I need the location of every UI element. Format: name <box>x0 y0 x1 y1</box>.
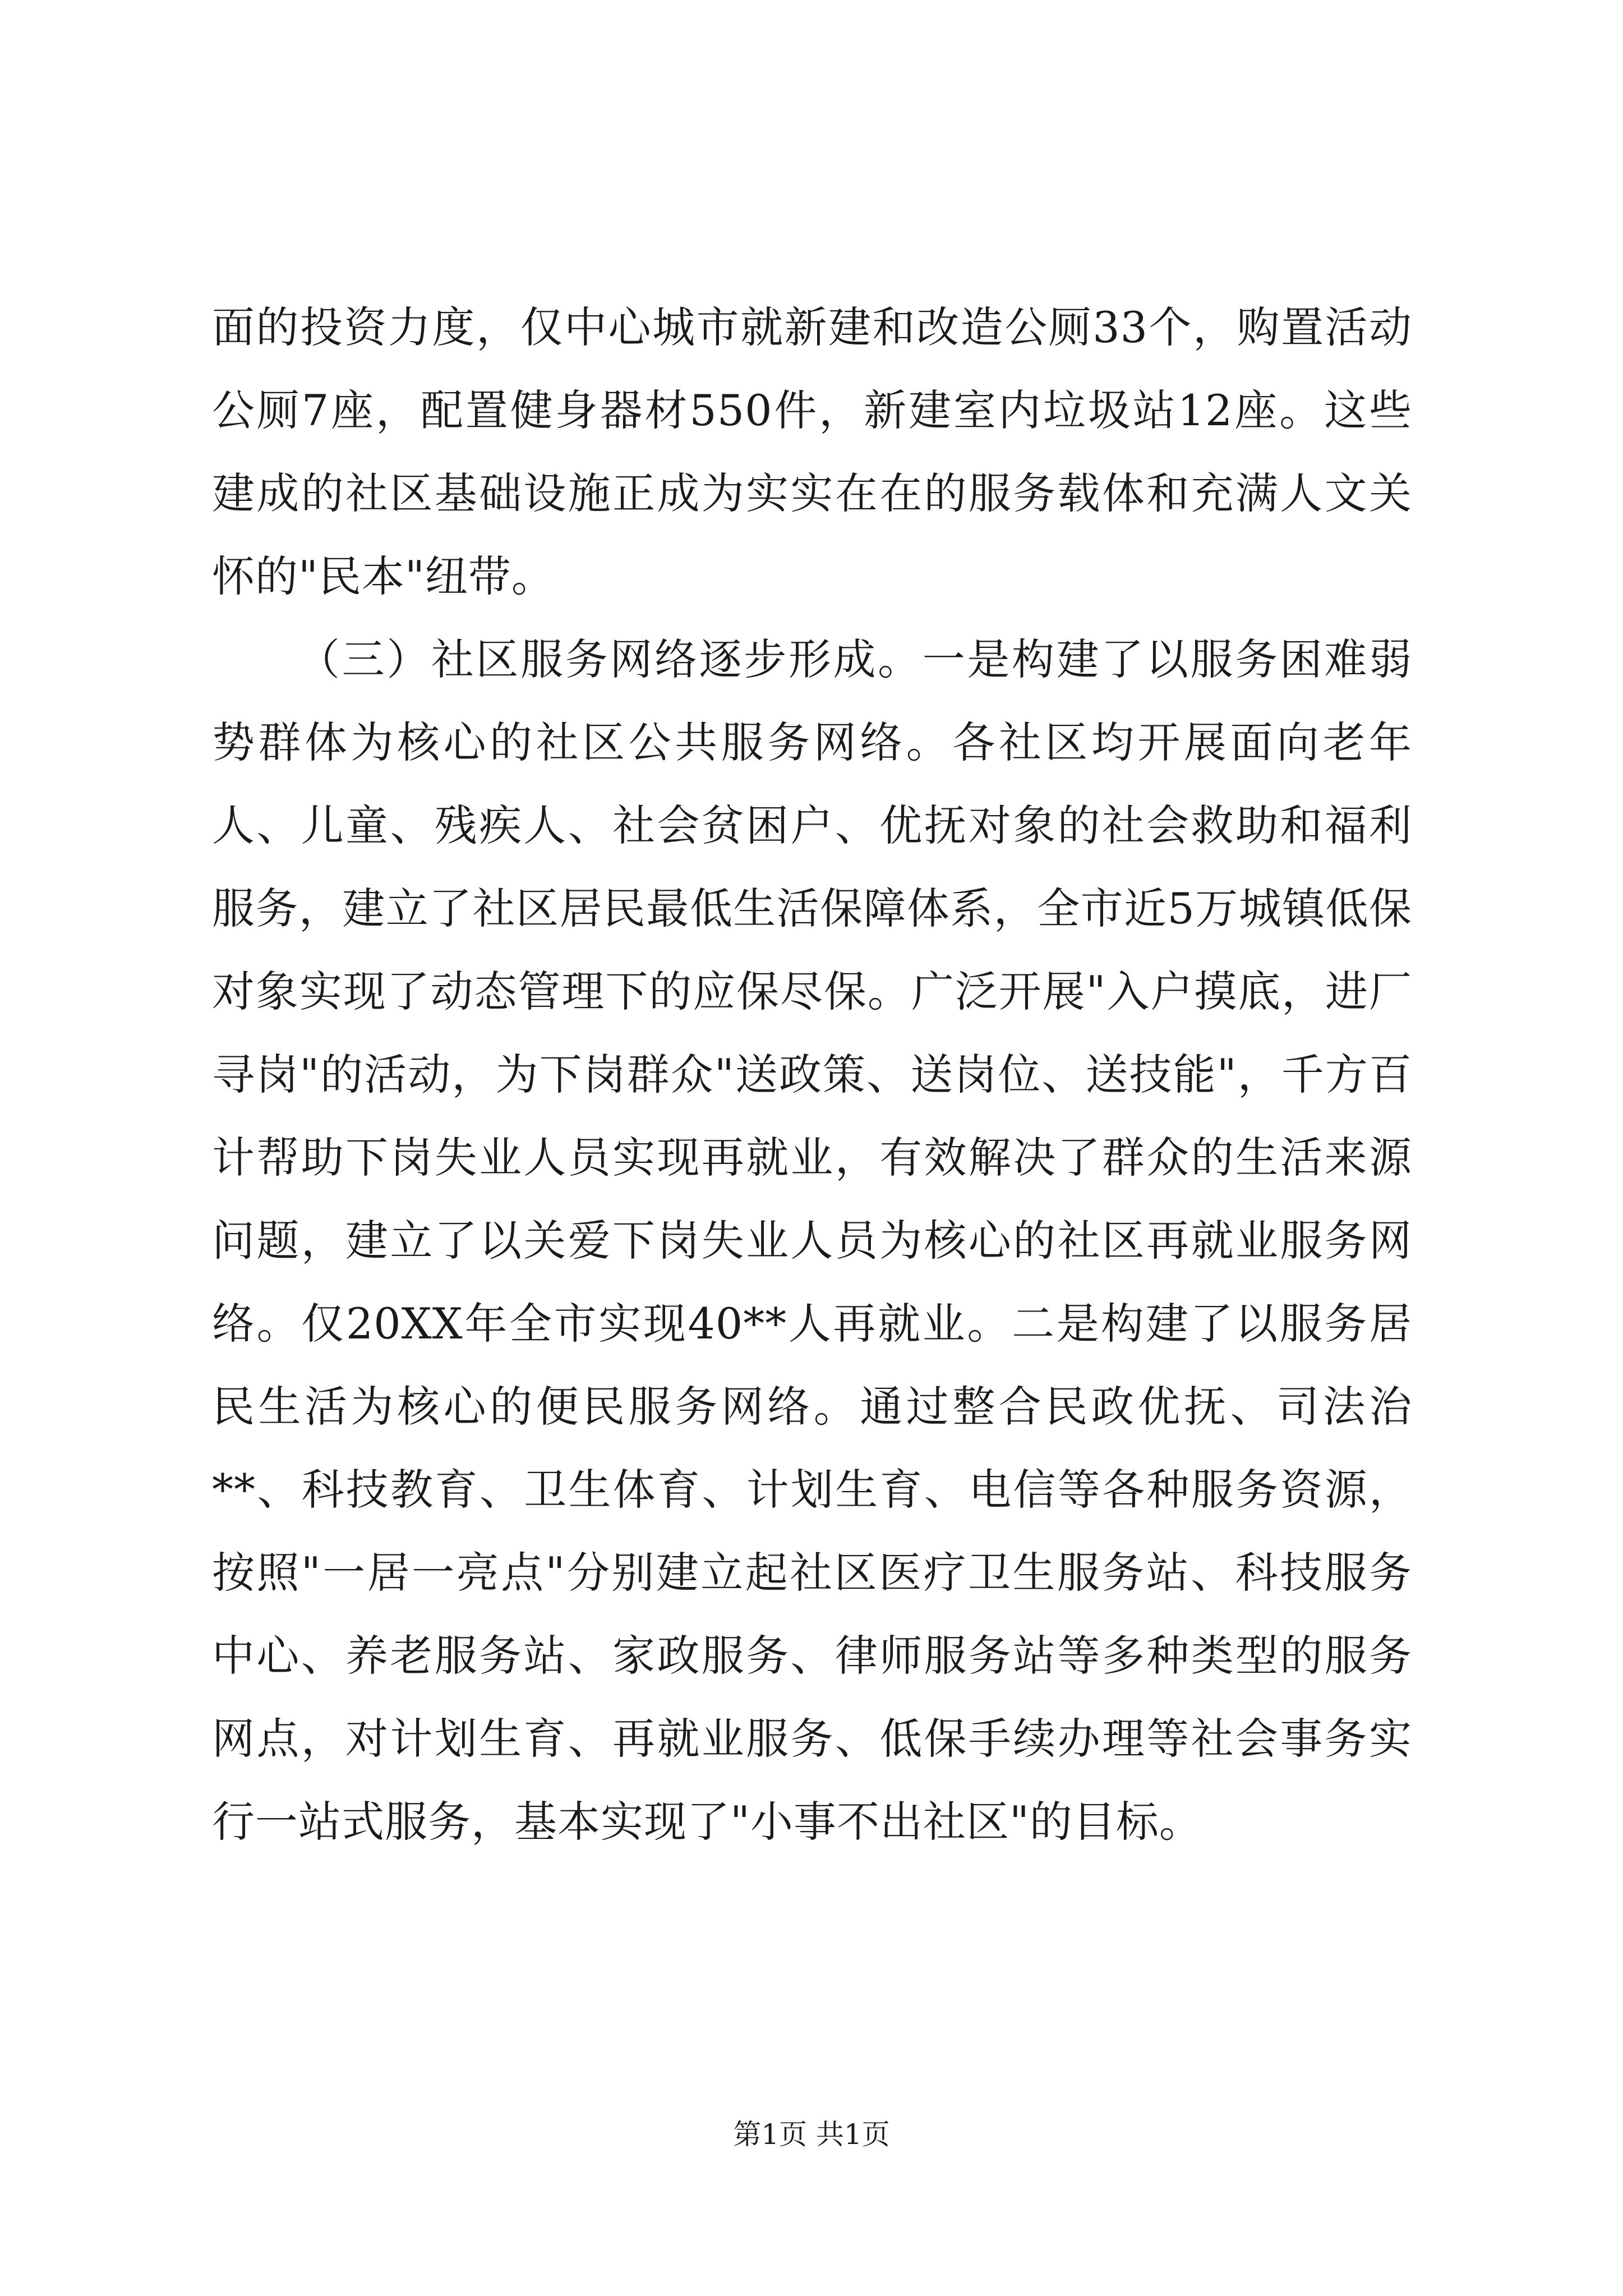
paragraph-continued: 面的投资力度，仅中心城市就新建和改造公厕33个，购置活动公厕7座，配置健身器材550件，新建室内垃圾站12座。这些建成的社区基础设施正成为实实在在的服务载体和充满人文关怀的"民本"纽带。 <box>212 302 1412 601</box>
paragraph-section-3: （三）社区服务网络逐步形成。一是构建了以服务困难弱势群体为核心的社区公共服务网络。各社区均开展面向老年人、儿童、残疾人、社会贫困户、优抚对象的社会救助和福利服务，建立了社区居民最低生活保障体系，全市近5万城镇低保对象实现了动态管理下的应保尽保。广泛开展"入户摸底，进厂寻岗"的活动，为下岗群众"送政策、送岗位、送技能"，千方百计帮助下岗失业人员实现再就业，有效解决了群众的生活来源问题，建立了以关爱下岗失业人员为核心的社区再就业服务网络。仅20XX年全市实现40**人再就业。二是构建了以服务居民生活为核心的便民服务网络。通过整合民政优抚、司法治**、科技教育、卫生体育、计划生育、电信等各种服务资源，按照"一居一亮点"分别建立起社区医疗卫生服务站、科技服务中心、养老服务站、家政服务、律师服务站等多种类型的服务网点，对计划生育、再就业服务、低保手续办理等社会事务实行一站式服务，基本实现了"小事不出社区"的目标。 <box>212 634 1412 1847</box>
page-footer: 第1页 共1页 <box>733 2118 890 2151</box>
document-body <box>212 286 1412 1864</box>
